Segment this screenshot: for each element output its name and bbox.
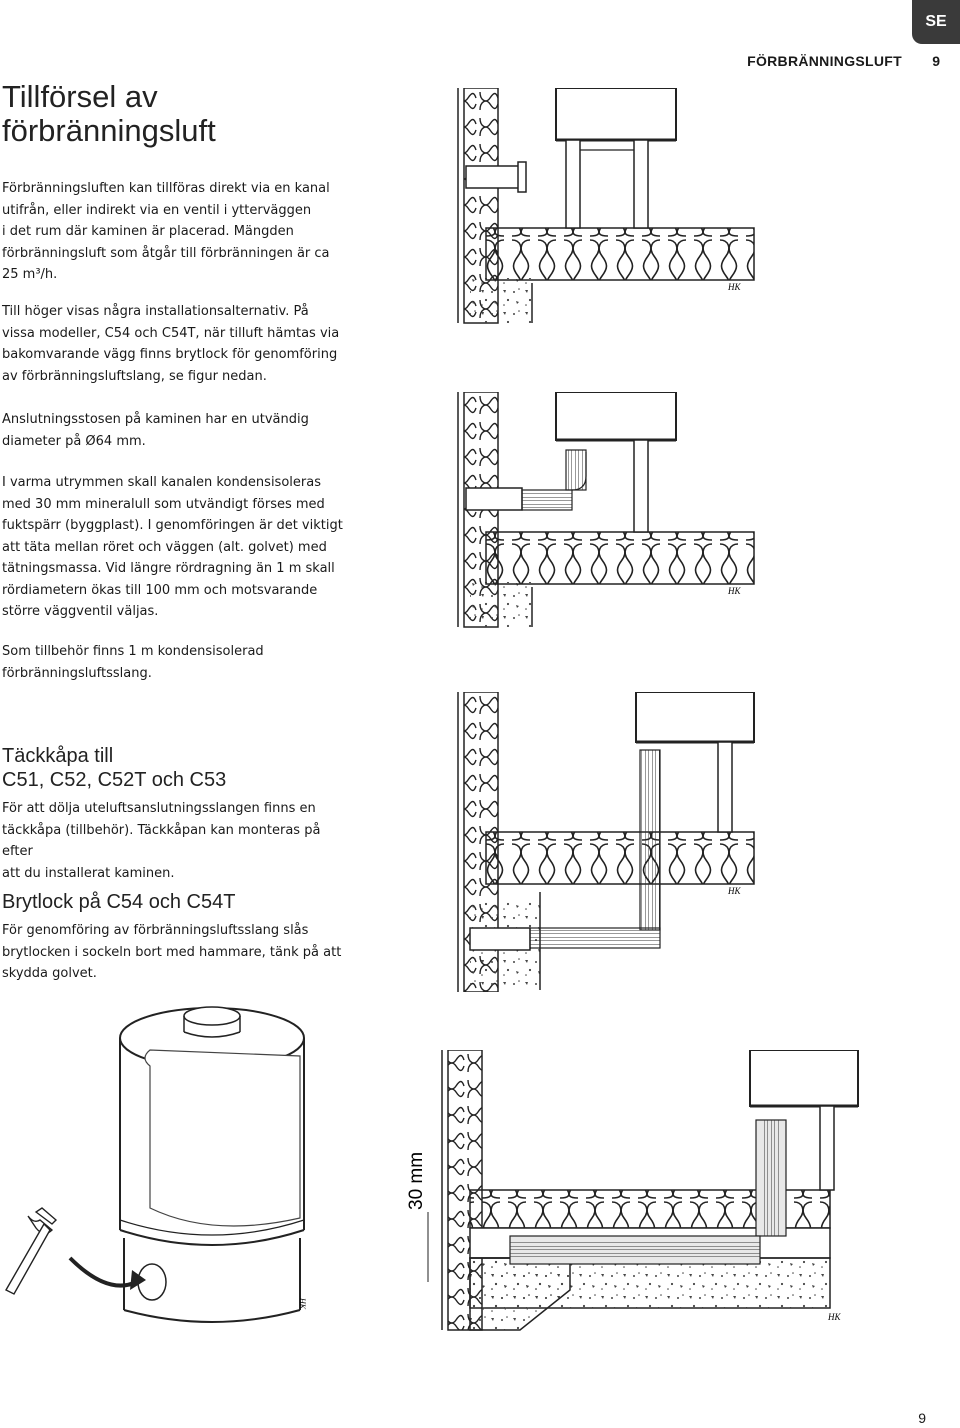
fig4-dimension: 30 mm <box>406 1151 427 1210</box>
fig3-mark: HK <box>728 886 741 896</box>
footer-page-number: 9 <box>918 1410 926 1426</box>
insulation-line: rördiametern ökas till 100 mm och motsvarande <box>2 582 318 598</box>
insulation-line: tätningsmassa. Vid längre rördragning än 1 m skall <box>2 561 335 576</box>
connection-line: diameter på Ø64 mm. <box>2 433 146 449</box>
header-page-number: 9 <box>932 53 940 69</box>
alternatives-paragraph <box>2 301 347 387</box>
stove-mark: HK <box>298 1298 307 1310</box>
intro-line: förbränningsluft som åtgår till förbränningen är ca <box>2 245 330 261</box>
cover-line: För att dölja uteluftsanslutningsslangen finns en <box>2 801 316 816</box>
connection-paragraph <box>2 409 347 452</box>
hammer-icon <box>6 1208 56 1294</box>
figure-wall-vent <box>456 88 756 333</box>
page-title <box>2 80 422 148</box>
page-title-line1: Tillförsel av <box>2 79 158 114</box>
cover-line: täckkåpa (tillbehör). Täckkåpan kan monteras på efter <box>2 822 321 859</box>
insulation-line: att täta mellan röret och väggen (alt. golvet) med <box>2 539 327 555</box>
insulation-line: I varma utrymmen skall kanalen kondensisoleras <box>2 475 321 490</box>
insulation-paragraph <box>2 472 347 623</box>
figure-hose-through-floor-drawing <box>456 692 756 992</box>
figure-stove-knockout-drawing <box>0 998 320 1338</box>
fig1-mark: HK <box>728 282 741 292</box>
alternatives-line: av förbränningsluftslang, se figur nedan. <box>2 368 267 384</box>
accessory-line: förbränningsluftsslang. <box>2 665 152 681</box>
fig2-mark: HK <box>728 586 741 596</box>
intro-line: i det rum där kaminen är placerad. Mängden <box>2 224 294 239</box>
language-tab-label: SE <box>925 13 947 30</box>
intro-line: utifrån, eller indirekt via en ventil i ytterväggen <box>2 202 312 218</box>
accessory-line: Som tillbehör finns 1 m kondensisolerad <box>2 644 264 659</box>
knockout-section <box>2 890 347 985</box>
knockout-line: brytlocken i sockeln bort med hammare, tänk på att <box>2 944 342 960</box>
cover-heading-line2: C51, C52, C52T och C53 <box>2 769 227 791</box>
cover-heading <box>2 744 347 792</box>
knockout-line: För genomföring av förbränningsluftsslang slås <box>2 923 309 938</box>
cover-section <box>2 744 347 884</box>
language-tab <box>912 0 960 44</box>
page-title-line2: förbränningsluft <box>2 113 216 148</box>
figure-hose-floor <box>456 392 756 632</box>
alternatives-line: bakomvarande vägg finns brytlock för genomföring <box>2 347 338 362</box>
section-header: FÖRBRÄNNINGSLUFT <box>747 53 902 69</box>
figure-hose-floor-drawing <box>456 392 756 632</box>
insulation-line: med 30 mm mineralull som utvändigt förses med <box>2 496 325 512</box>
cover-line: att du installerat kaminen. <box>2 865 175 881</box>
intro-line: 25 m³/h. <box>2 267 58 282</box>
figure-hose-through-floor <box>456 692 756 992</box>
figure-insulated-hose <box>400 1050 860 1340</box>
figure-insulated-hose-drawing <box>400 1050 860 1340</box>
figure-stove-knockout <box>0 998 320 1338</box>
intro-paragraph <box>2 178 347 286</box>
fig4-mark: HK <box>828 1312 841 1322</box>
insulation-line: fuktspärr (byggplast). I genomföringen är det viktigt <box>2 518 343 533</box>
cover-heading-line1: Täckkåpa till <box>2 745 114 767</box>
intro-line: Förbränningsluften kan tillföras direkt via en kanal <box>2 181 330 196</box>
accessory-paragraph <box>2 641 347 684</box>
knockout-heading: Brytlock på C54 och C54T <box>2 891 236 913</box>
knockout-line: skydda golvet. <box>2 966 97 981</box>
figure-wall-vent-drawing <box>456 88 756 333</box>
insulation-line: större väggventil väljas. <box>2 604 159 619</box>
alternatives-line: Till höger visas några installationsalternativ. På <box>2 304 309 319</box>
alternatives-line: vissa modeller, C54 och C54T, när tilluft hämtas via <box>2 325 340 341</box>
connection-line: Anslutningsstosen på kaminen har en utvändig <box>2 412 309 427</box>
